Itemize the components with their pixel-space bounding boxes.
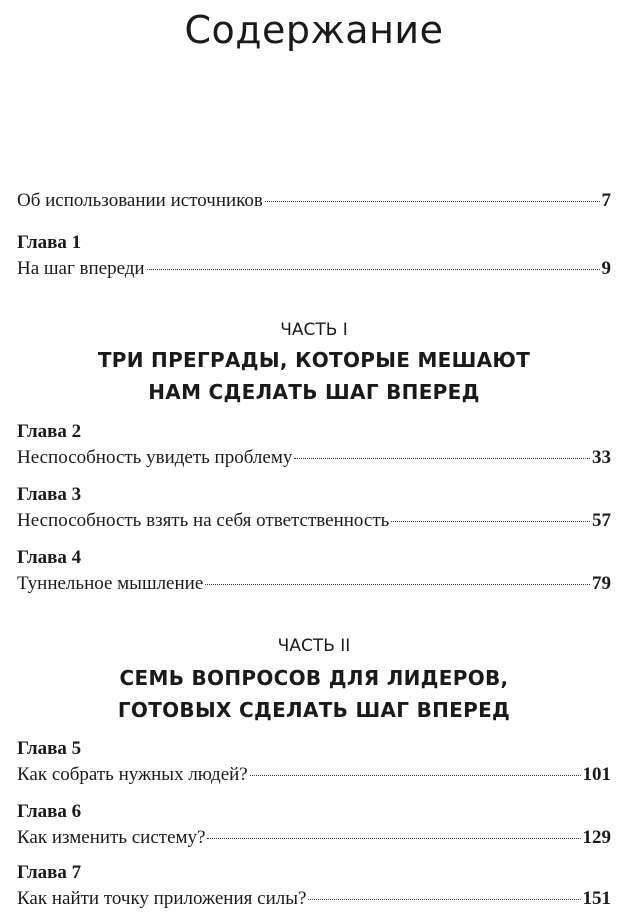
dot-leader <box>250 775 581 776</box>
dot-leader <box>147 269 600 270</box>
dot-leader <box>205 584 590 585</box>
toc-entry-text: На шаг впереди <box>17 258 145 279</box>
toc-entry-chapter-1[interactable] <box>17 258 611 280</box>
toc-entry-chapter-3[interactable] <box>17 510 611 532</box>
toc-page-number: 33 <box>592 447 611 468</box>
toc-entry-text: Как изменить систему? <box>17 827 206 848</box>
toc-page-number: 9 <box>601 258 611 279</box>
toc-entry-text: Как найти точку приложения силы? <box>17 888 307 909</box>
toc-entry-chapter-6[interactable] <box>17 827 611 849</box>
chapter-label-3: Глава 3 <box>17 484 82 505</box>
toc-entry-text: Неспособность взять на себя ответственность <box>17 510 390 531</box>
toc-page-number: 79 <box>592 573 611 594</box>
toc-entry-chapter-4[interactable] <box>17 573 611 595</box>
toc-page-number: 7 <box>601 190 611 211</box>
toc-entry-text: Туннельное мышление <box>17 573 204 594</box>
toc-entry-chapter-5[interactable] <box>17 764 611 786</box>
dot-leader <box>265 201 600 202</box>
toc-entry-intro[interactable] <box>17 190 611 212</box>
toc-entry-chapter-2[interactable] <box>17 447 611 469</box>
dot-leader <box>391 521 590 522</box>
toc-page-number: 151 <box>582 888 611 909</box>
part-2-title-line-1: СЕМЬ ВОПРОСОВ ДЛЯ ЛИДЕРОВ, <box>119 666 509 690</box>
part-1-title-line-2: НАМ СДЕЛАТЬ ШАГ ВПЕРЕД <box>148 380 480 404</box>
part-2-title-line-2: ГОТОВЫХ СДЕЛАТЬ ШАГ ВПЕРЕД <box>117 698 511 722</box>
chapter-label-2: Глава 2 <box>17 421 82 442</box>
chapter-label-1: Глава 1 <box>17 232 82 253</box>
chapter-label-5: Глава 5 <box>17 738 82 759</box>
page-title: Содержание <box>184 8 444 52</box>
toc-page-number: 101 <box>582 764 611 785</box>
dot-leader <box>294 458 590 459</box>
part-1-title-line-1: ТРИ ПРЕГРАДЫ, КОТОРЫЕ МЕШАЮТ <box>97 348 531 372</box>
toc-entry-text: Как собрать нужных людей? <box>17 764 248 785</box>
chapter-label-6: Глава 6 <box>17 801 82 822</box>
part-1-label: ЧАСТЬ I <box>280 320 348 340</box>
chapter-label-7: Глава 7 <box>17 862 82 883</box>
dot-leader <box>308 899 580 900</box>
toc-entry-chapter-7[interactable] <box>17 888 611 910</box>
chapter-label-4: Глава 4 <box>17 547 82 568</box>
toc-page-number: 57 <box>592 510 611 531</box>
part-2-label: ЧАСТЬ II <box>277 636 351 656</box>
toc-entry-text: Неспособность увидеть проблему <box>17 447 293 468</box>
dot-leader <box>207 838 580 839</box>
toc-page-number: 129 <box>582 827 611 848</box>
toc-entry-text: Об использовании источников <box>17 190 263 211</box>
